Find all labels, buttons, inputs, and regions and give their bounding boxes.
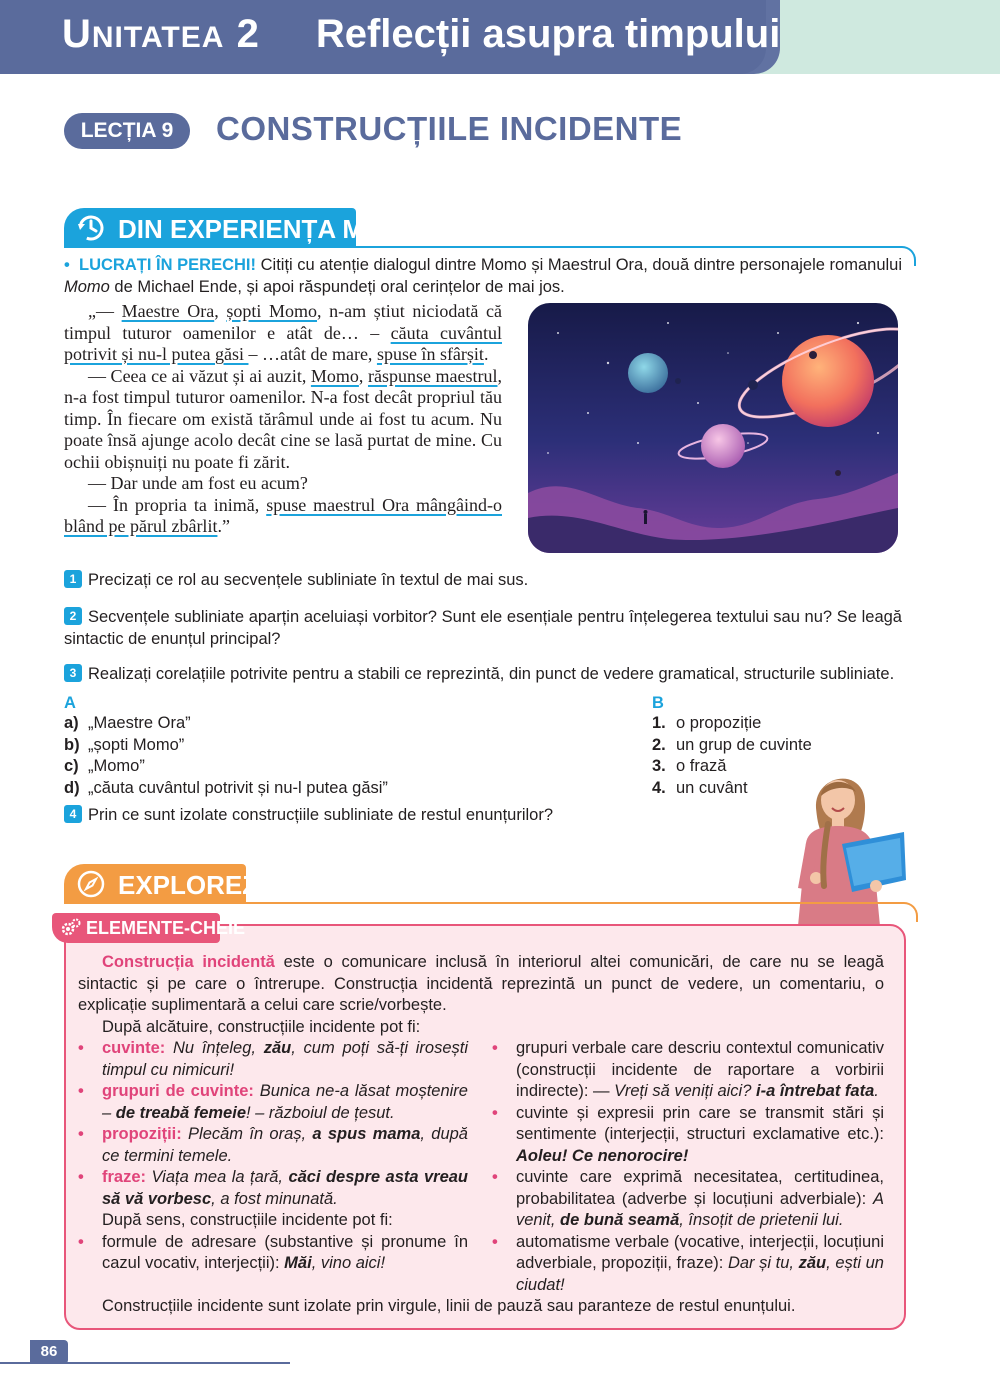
list-item: 3. o frază <box>652 757 727 775</box>
list-item: • fraze: Viața mea la țară, căci despre asta vreau să vă vorbesc, a fost minunată. <box>78 1167 468 1210</box>
question-4: 4 Prin ce sunt izolate construcțiile subliniate de restul enunțurilor? <box>64 804 764 826</box>
story-excerpt: „— Maestre Ora, șopti Momo, n-am știut niciodată că timpul tuturor oamenilor e atât de… – căuta cuvântul potrivit și nu-l putea găsi – …atât de mare, spuse în sfârșit. — Ceea ce ai văzut și ai auzit, Momo, răspunse maestrul, n-a fost timpul tuturor oamenilor. N-a fost decât propriul tău timp. În fiecare om există tărâmul unde ai fost tu acum. Nu poate însă ajunge acolo decât cine se lasă purtat de mine. Cu ochii obișnuiți nu poate fi zărit. — Dar unde am fost eu acum? — În propria ta inimă, spuse maestrul Ora mângâind-o blând pe părul zbârlit.” <box>64 301 502 536</box>
list-item: • automatisme verbale (vocative, interjecții, locuțiuni adverbiale, propoziții, fraze): Dar și tu, zău, ești un ciudat! <box>492 1232 884 1297</box>
definition: Construcția incidentă este o comunicare inclusă în interiorul altei comunicări, de care nu se leagă sintactic și pe care o întrerupe. Construcția incidentă reprezintă un punct de vedere, un comentariu, o explicație suplimentară a celui care scrie/vorbește. După alcătuire, construcțiile incidente pot fi: <box>78 953 884 1036</box>
list-item: • grupuri de cuvinte: Bunica ne-a lăsat moștenire – de treabă femeie! – războiul de țesut. <box>78 1081 468 1124</box>
list-item: • formule de adresare (substantive și pronume în cazul vocativ, interjecții): Măi, vino aici! <box>78 1232 468 1275</box>
list-item: • cuvinte: Nu înțeleg, zău, cum poți să-ți irosești timpul cu nimicuri! <box>78 1038 468 1081</box>
lesson-title: CONSTRUCȚIILE INCIDENTE <box>216 110 683 147</box>
list-item: 2. un grup de cuvinte <box>652 735 812 754</box>
column-a-heading: A <box>64 694 76 712</box>
question-2: 2 Secvențele subliniate aparțin aceluiași vorbitor? Sunt ele esențiale pentru înțelegerea textului sau nu? Se leagă sintactic de enunțul principal? <box>64 608 902 648</box>
experience-section-tab: DIN EXPERIENȚA MEA <box>64 208 356 248</box>
column-b-heading: B <box>652 694 664 712</box>
list-item: 1. o propoziție <box>652 714 762 732</box>
question-number-badge: 3 <box>64 664 82 682</box>
space-illustration <box>528 303 898 553</box>
explore-section-tab: EXPLOREZ <box>64 864 246 904</box>
list-item: c) „Momo” <box>64 757 145 775</box>
gears-icon <box>60 917 82 939</box>
unit-label: UNITATEA 2 <box>62 12 260 56</box>
conclusion: Construcțiile incidente sunt izolate prin virgule, linii de pauză sau paranteze de restul enunțului. <box>102 1297 796 1315</box>
classification-right <box>492 1038 884 1296</box>
compass-icon <box>76 869 106 899</box>
list-item: a) „Maestre Ora” <box>64 714 191 732</box>
page-number: 86 <box>30 1340 68 1364</box>
question-number-badge: 4 <box>64 805 82 823</box>
lesson-badge: LECȚIA 9 <box>64 113 190 149</box>
question-1: 1 Precizați ce rol au secvențele subliniate în textul de mai sus. <box>64 569 914 591</box>
list-item: • cuvinte și expresii prin care se transmit stări și sentimente (interjecții, structuri exclamative etc.): Aoleu! Ce nenorocire! <box>492 1103 884 1168</box>
key-elements-tab: ELEMENTE-CHEIE <box>52 913 220 943</box>
question-number-badge: 1 <box>64 570 82 588</box>
question-number-badge: 2 <box>64 607 82 625</box>
list-item: • grupuri verbale care descriu contextul comunicativ (construcții incidente de raportare a vorbirii indirecte): — Vreți să veniți aici? i-a întrebat fata. <box>492 1038 884 1103</box>
column-a <box>64 694 388 799</box>
question-3: 3 Realizați corelațiile potrivite pentru a stabili ce reprezintă, din punct de vedere gramatical, structurile subliniate. <box>64 663 914 685</box>
list-item: d) „căuta cuvântul potrivit și nu-l putea găsi” <box>64 778 388 797</box>
list-item: b) „șopti Momo” <box>64 735 185 754</box>
list-item: • propoziții: Plecăm în oraș, a spus mama, după ce termini temele. <box>78 1124 468 1167</box>
task-instructions: • LUCRAȚI ÎN PERECHI! Citiți cu atenție dialogul dintre Momo și Maestrul Ora, două dintre personajele romanului Momo de Michael Ende, și apoi răspundeți oral cerințelor de mai jos. <box>64 256 903 296</box>
clock-history-icon <box>76 213 106 243</box>
unit-heading <box>62 12 780 57</box>
list-item: 4. un cuvânt <box>652 778 748 797</box>
classification-left: • cuvinte: Nu înțeleg, zău, cum poți să-ți irosești timpul cu nimicuri! • grupuri de cuvinte: Bunica ne-a lăsat moștenire – de treabă femeie! – războiul de țesut. • propoziții: Plecăm în oraș, a spus mama, după ce termini temele. • fraze: Viața mea la țară, căci despre asta vreau să vă vorbesc, a fost minunată. După sens, construcțiile incidente pot fi: • formule de adresare (substantive și pronume în cazul vocativ, interjecții): Măi, vino aici! <box>78 1038 468 1275</box>
unit-title: Reflecții asupra timpului <box>315 12 781 56</box>
list-item: • cuvinte care exprimă necesitatea, certitudinea, probabilitatea (adverbe și locuțiuni adverbiale): A venit, de bună seamă, însoțit de prietenii lui. <box>492 1167 884 1232</box>
